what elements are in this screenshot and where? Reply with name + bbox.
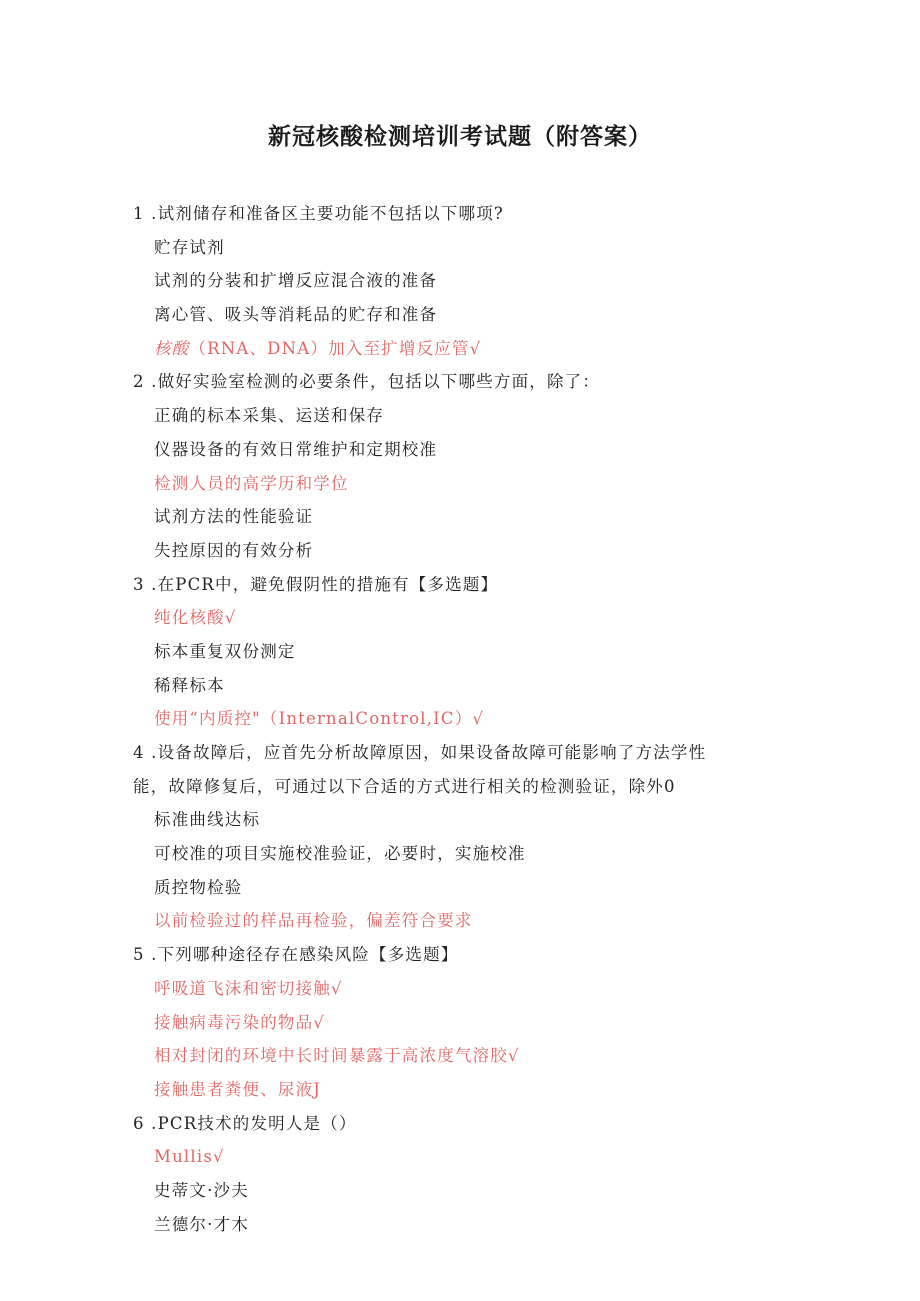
option: 稀释标本 <box>154 675 225 695</box>
option-correct: Mullis√ <box>154 1147 225 1167</box>
question-stem: 3 .在PCR中，避免假阴性的措施有【多选题】 <box>133 574 499 594</box>
option-correct: 接触患者粪便、尿液J <box>154 1079 322 1099</box>
question-stem: 2 .做好实验室检测的必要条件，包括以下哪些方面，除了： <box>133 372 601 392</box>
option: 试剂方法的性能验证 <box>154 507 314 527</box>
option-lead: 核酸 <box>154 338 190 358</box>
option: 标准曲线达标 <box>154 810 261 830</box>
question-5 <box>133 938 773 1106</box>
option-correct <box>133 332 773 366</box>
question-2 <box>133 365 773 567</box>
option-correct: 纯化核酸√ <box>154 608 237 628</box>
option-correct: 以前检验过的样品再检验，偏差符合要求 <box>154 911 473 931</box>
question-list <box>133 197 773 1241</box>
option-correct: 相对封闭的环境中长时间暴露于高浓度气溶胶√ <box>154 1046 520 1066</box>
option: 质控物检验 <box>154 877 243 897</box>
question-6 <box>133 1107 773 1242</box>
question-stem-line-2: 能，故障修复后，可通过以下合适的方式进行相关的检测验证，除外0 <box>133 776 676 796</box>
question-stem-line-1: 4 .设备故障后，应首先分析故障原因，如果设备故障可能影响了方法学性 <box>133 743 707 762</box>
option: 可校准的项目实施校准验证，必要时，实施校准 <box>154 844 526 864</box>
question-3 <box>133 568 773 736</box>
option-correct: 接触病毒污染的物品√ <box>154 1012 326 1032</box>
question-stem: 6 .PCR技术的发明人是（） <box>133 1113 357 1133</box>
option-correct: 呼吸道飞沫和密切接触√ <box>154 978 343 998</box>
option: 失控原因的有效分析 <box>154 540 314 560</box>
option: 兰德尔·才木 <box>154 1214 249 1234</box>
option: 史蒂文·沙夫 <box>154 1180 249 1200</box>
question-stem: 1 .试剂储存和准备区主要功能不包括以下哪项? <box>133 204 504 223</box>
option: 试剂的分装和扩增反应混合液的准备 <box>154 271 438 291</box>
option-text: （RNA、DNA）加入至扩增反应管√ <box>189 338 482 358</box>
option: 标本重复双份测定 <box>154 641 296 661</box>
page-title: 新冠核酸检测培训考试题（附答案） <box>268 124 652 150</box>
option: 贮存试剂 <box>154 237 225 257</box>
option: 离心管、吸头等消耗品的贮存和准备 <box>154 305 438 325</box>
option: 正确的标本采集、运送和保存 <box>154 406 385 426</box>
option-correct: 使用“内质控"（InternalControl,IC）√ <box>154 709 485 729</box>
option: 仪器设备的有效日常维护和定期校准 <box>154 439 438 459</box>
option-correct: 检测人员的高学历和学位 <box>154 473 349 493</box>
question-1 <box>133 197 773 365</box>
question-stem: 5 .下列哪种途径存在感染风险【多选题】 <box>133 945 459 965</box>
question-4 <box>133 736 773 938</box>
